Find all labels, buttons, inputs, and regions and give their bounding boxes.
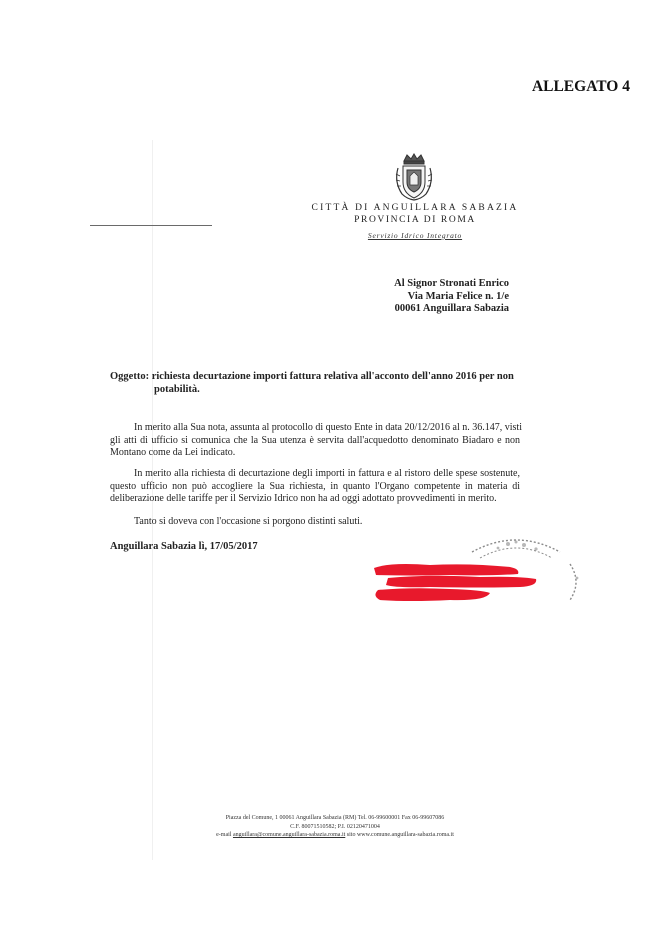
body-line: questo ufficio non può accogliere la Sua richiesta, in quanto l'Organo competente in materia di	[110, 480, 520, 492]
date-line: Anguillara Sabazia lì, 17/05/2017	[110, 541, 258, 552]
signature-redaction-icon	[370, 560, 540, 606]
footer-contacts	[170, 831, 500, 840]
province-name: PROVINCIA DI ROMA	[354, 215, 476, 225]
body-paragraph-3	[110, 516, 520, 529]
body-line: deliberazione delle tariffe per il Servizio Idrico non ha ad oggi adottato provvedimenti in merito.	[110, 493, 497, 504]
body-paragraph-1	[110, 422, 520, 460]
attachment-label: ALLEGATO 4	[531, 78, 630, 95]
body-line: gli atti di ufficio si comunica che la Sua utenza è servita dall'acquedotto denominato Biadaro e non	[110, 434, 520, 446]
footer-email-label: e-mail	[216, 832, 232, 838]
service-name: Servizio Idrico Integrato	[367, 231, 463, 240]
body-line: In merito alla richiesta di decurtazione degli importi in fattura e al ristoro delle spese sostenute,	[134, 468, 520, 479]
divider-line	[90, 225, 212, 226]
subject-text-line2: potabilità.	[154, 383, 200, 395]
addressee-name: Al Signor Stronati Enrico	[394, 278, 509, 289]
subject-block	[110, 371, 530, 396]
footer-address: Piazza del Comune, 1 00061 Anguillara Sabazia (RM) Tel. 06-99600001 Fax 06-99607086	[225, 815, 445, 821]
body-line: Montano come da Lei indicato.	[110, 447, 236, 458]
body-paragraph-2	[110, 468, 520, 506]
municipal-crest-icon	[392, 152, 436, 202]
body-line: Tanto si doveva con l'occasione si porgono distinti saluti.	[134, 516, 363, 527]
city-name: CITTÀ DI ANGUILLARA SABAZIA	[311, 203, 519, 213]
footer-website: sito www.comune.anguillara-sabazia.roma.it	[346, 832, 454, 838]
addressee-city: 00061 Anguillara Sabazia	[394, 303, 509, 314]
addressee-street: Via Maria Felice n. 1/e	[407, 290, 509, 302]
footer-email-link[interactable]: anguillara@comune.anguillara-sabazia.roma.it	[232, 832, 346, 838]
addressee-block	[330, 278, 509, 316]
footer-tax-codes: C.F. 80071510582; P.I. 02120471004	[290, 823, 380, 830]
subject-label: Oggetto:	[110, 371, 150, 382]
subject-text-line1: richiesta decurtazione importi fattura relativa all'acconto dell'anno 2016 per non	[151, 371, 514, 382]
footer	[170, 814, 500, 840]
body-line: In merito alla Sua nota, assunta al protocollo di questo Ente in data 20/12/2016 al n. 36.147, visti	[134, 422, 522, 433]
